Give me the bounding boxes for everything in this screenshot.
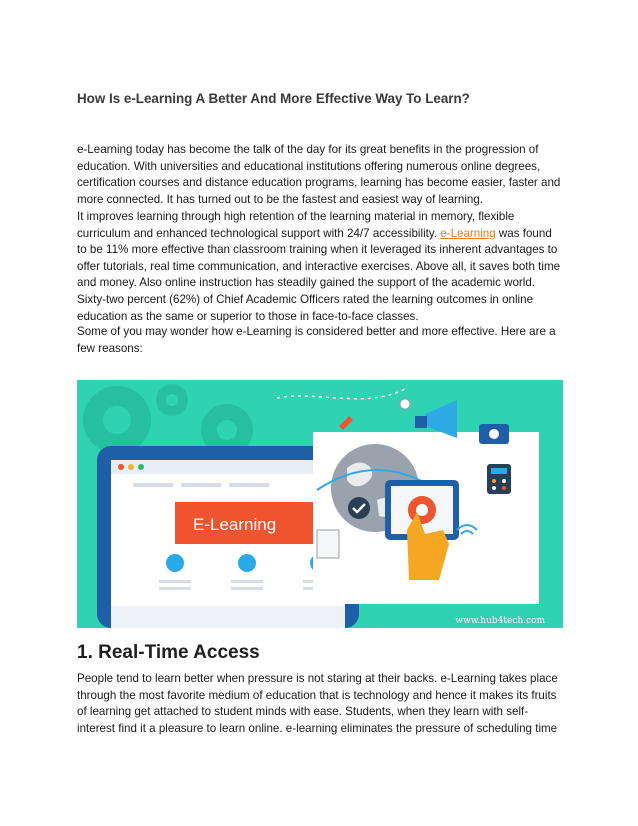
window-dot-icon xyxy=(138,464,144,470)
benefits-text-end: was found to be 11% more effective than classroom training when it leveraged its inherent advantages to offer tutorials, real time communication, and interactive exercises. Above all, it saves both time and money. Also online instruction has steadily gained the support of the academic world. Sixty-two percent (62%) of Chief Academic Officers rated the learning outcomes in online education as the same or superior to those in face-to-face classes. xyxy=(77,226,561,323)
window-dot-icon xyxy=(128,464,134,470)
browser-bar xyxy=(111,460,345,474)
window-dot-icon xyxy=(118,464,124,470)
reasons-intro-paragraph: Some of you may wonder how e-Learning is considered better and more effective. Here are a few reasons: xyxy=(77,325,556,355)
check-icon xyxy=(348,497,370,519)
text-line xyxy=(159,587,191,590)
article-title: How Is e-Learning A Better And More Effective Way To Learn? xyxy=(77,91,470,106)
section-heading-real-time-access: 1. Real-Time Access xyxy=(77,642,260,663)
content-dot-icon xyxy=(238,554,256,572)
screen-footer xyxy=(111,606,345,628)
section-paragraph: People tend to learn better when pressure is not staring at their backs. e-Learning takes place through the most favorite medium of education that is technology and hence it makes its fruits of learning get attached to student minds with ease. Students, when they learn with self-interest find it a pleasure to learn online. e-learning eliminates the pressure of scheduling time xyxy=(77,672,558,735)
text-line xyxy=(159,580,191,583)
banner-text: E-Learning xyxy=(193,515,277,534)
document-icon xyxy=(317,530,339,558)
text-line xyxy=(231,580,263,583)
e-learning-link[interactable]: e-Learning xyxy=(440,226,496,240)
intro-paragraph: e-Learning today has become the talk of the day for its great benefits in the progression of education. With universities and educational institutions offering numerous online degrees, certification courses and distance education programs, learning has become easier, faster and more connected. It has turned out to be the fastest and easiest way of learning. xyxy=(77,143,561,206)
text-line xyxy=(181,483,221,487)
e-learning-illustration xyxy=(77,380,563,628)
benefits-text-start: It improves learning through high retention of the learning material in memory, flexible curriculum and enhanced technological support with 24/7 accessibility. xyxy=(77,210,515,240)
content-dot-icon xyxy=(166,554,184,572)
illustration-svg xyxy=(77,380,563,628)
watermark-text: www.hub4tech.com xyxy=(455,616,545,626)
benefits-paragraph xyxy=(77,209,563,325)
text-line xyxy=(229,483,269,487)
text-line xyxy=(231,587,263,590)
text-line xyxy=(133,483,173,487)
